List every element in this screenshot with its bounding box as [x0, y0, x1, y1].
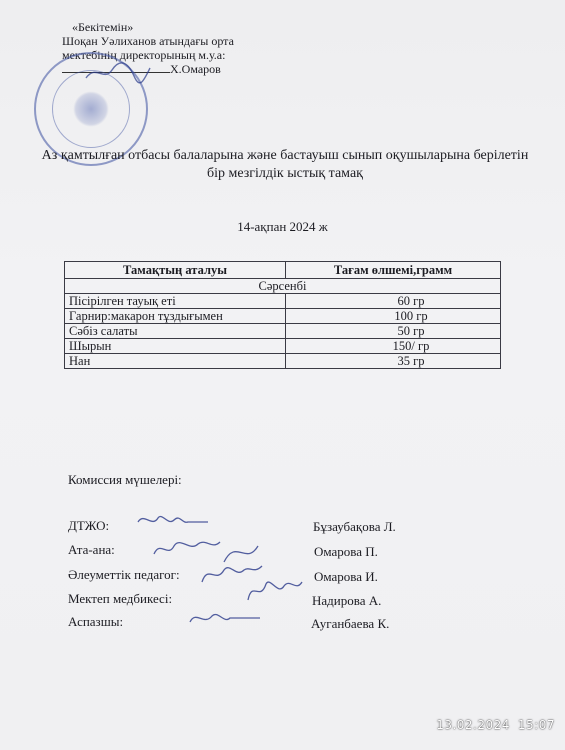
signature-cook — [184, 604, 264, 632]
table-row — [65, 309, 501, 324]
menu-table — [64, 261, 501, 369]
signature-nurse — [242, 572, 306, 608]
director-name: Х.Омаров — [170, 62, 221, 76]
column-header-weight: Тағам өлшемі,грамм — [286, 262, 501, 279]
director-title: мектебінің директорының м.у.а: — [62, 48, 226, 62]
dish-cell: Нан — [65, 354, 286, 369]
table-header-row — [65, 262, 501, 279]
member-role-social-pedagogue: Әлеуметтік педагог: — [68, 567, 180, 582]
school-name: Шоқан Уәлиханов атындағы орта — [62, 34, 234, 48]
member-name-parent: Омарова П. — [314, 544, 378, 559]
director-signature — [82, 58, 152, 86]
member-name-cook: Ауганбаева К. — [311, 616, 390, 631]
table-row — [65, 324, 501, 339]
member-name-social-pedagogue: Омарова И. — [314, 569, 378, 584]
dish-cell: Пісірілген тауық еті — [65, 294, 286, 309]
member-role-parent: Ата-ана: — [68, 542, 115, 557]
day-row — [65, 279, 501, 294]
commission-heading: Комиссия мүшелері: — [68, 472, 182, 487]
dish-cell: Гарнир:макарон тұздығымен — [65, 309, 286, 324]
day-label: Сәрсенбі — [65, 279, 501, 294]
weight-cell: 60 гр — [286, 294, 501, 309]
weight-cell: 50 гр — [286, 324, 501, 339]
table-row — [65, 354, 501, 369]
member-role-dtzho: ДТЖО: — [68, 518, 110, 533]
dish-cell: Шырын — [65, 339, 286, 354]
emblem-icon — [73, 91, 109, 127]
member-role-cook: Аспазшы: — [68, 614, 124, 629]
member-name-nurse: Надирова А. — [312, 593, 382, 608]
weight-cell: 150/ гр — [286, 339, 501, 354]
column-header-dish: Тамақтың аталуы — [65, 262, 286, 279]
member-role-nurse: Мектеп медбикесі: — [68, 591, 173, 606]
dish-cell: Сәбіз салаты — [65, 324, 286, 339]
document-title: Аз қамтылған отбасы балаларына және бастауыш сынып оқушыларына берілетін бір мезгілдік ыстық тамақ — [41, 148, 529, 181]
weight-cell: 35 гр — [286, 354, 501, 369]
table-row — [65, 339, 501, 354]
table-row — [65, 294, 501, 309]
weight-cell: 100 гр — [286, 309, 501, 324]
photo-time: 15:07 — [517, 718, 555, 732]
photo-date: 13.02.2024 — [436, 718, 510, 732]
approval-heading: «Бекітемін» — [72, 20, 134, 34]
member-name-dtzho: Бұзаубақова Л. — [313, 519, 396, 534]
photo-timestamp — [428, 718, 555, 732]
document-date: 14-ақпан 2024 ж — [237, 219, 328, 234]
signature-dtzho — [132, 508, 212, 534]
